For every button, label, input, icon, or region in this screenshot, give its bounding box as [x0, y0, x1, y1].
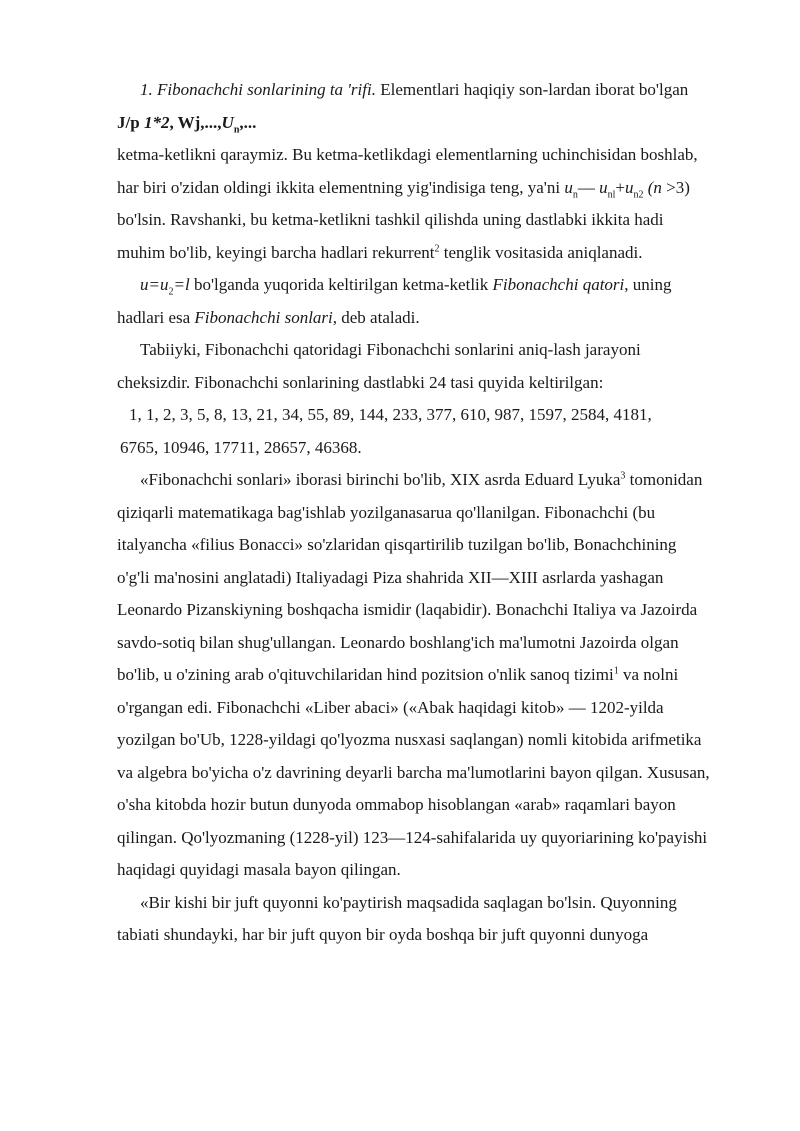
paragraph-text: Tabiiyki, Fibonachchi qatoridagi Fibonachchi sonlarini aniq-lash jarayoni cheksizdir. Fibonachchi sonlarining dastlabki 24 tasi quyida keltirilgan:	[117, 340, 641, 392]
math-var: u=u	[140, 275, 169, 294]
paragraph-rabbit-problem	[117, 887, 712, 952]
paragraph-text: Elementlari haqiqiy son-lardan iborat bo'lgan	[375, 80, 689, 99]
footnote-marker: 1	[613, 665, 619, 677]
paragraph-text: , uning hadlari esa	[117, 275, 672, 327]
formula-part: 1*2	[143, 112, 170, 132]
paragraph-text: tomonidan qiziqarli matematikaga bag'ishlab yozilganasarua qo'llanilgan. Fibonachchi (bu italyancha «filius Bonacci» so'zlaridan qisqartirilib tuzilgan bo'lib, Bonachchining o'g'li ma'nosini anglatadi) Italiyadagi Piza shahrida XII—XIII asrlarda yashagan Leonardo Pizanskiyning boshqacha ismidir (laqabidir). Bonachchi Italiya va Jazoirda savdo-sotiq bilan shug'ullangan. Leonardo boshlang'ich ma'lumotni Jazoirda olgan bo'lib, u o'zining arab o'qituvchilaridan hind pozitsion o'nlik sanoq tizimi	[117, 470, 703, 684]
math-var: u	[599, 177, 608, 197]
emphasis-term: Fibonachchi qatori	[492, 275, 625, 294]
fibonacci-sequence-line-1: 1, 1, 2, 3, 5, 8, 13, 21, 34, 55, 89, 144, 233, 377, 610, 987, 1597, 2584, 4181,	[129, 405, 652, 424]
paragraph-text: «Fibonachchi sonlari» iborasi birinchi bo'lib, XIX asrda Eduard Lyuka	[140, 470, 621, 489]
paragraph-text: , deb ataladi.	[332, 307, 420, 327]
paragraph-text: +	[615, 177, 625, 197]
formula-part: J/p	[117, 112, 144, 132]
formula-part: ,...	[239, 112, 257, 132]
paragraph-text: bo'lganda yuqorida keltirilgan ketma-ketlik	[189, 275, 493, 294]
paragraph-text: —	[577, 177, 600, 197]
paragraph-definition	[117, 74, 712, 107]
paragraph-text: tenglik vositasida aniqlanadi.	[439, 242, 643, 262]
math-subscript: nl	[607, 188, 616, 200]
paragraph-history	[117, 464, 712, 887]
formula-part: , Wj,...,	[169, 112, 222, 132]
math-subscript: n	[572, 188, 578, 200]
paragraph-text: ketma-ketlikni qaraymiz. Bu ketma-ketlikdagi elementlarning uchinchisidan boshlab, har biri o'zidan oldingi ikkita elementning yig'indisiga teng, ya'ni	[117, 145, 698, 197]
paragraph-naming	[117, 269, 712, 334]
footnote-marker: 3	[620, 470, 626, 482]
math-subscript: n2	[633, 188, 644, 200]
math-var: =l	[173, 275, 190, 294]
paragraph-infinite	[117, 334, 712, 399]
footnote-marker: 2	[434, 242, 440, 254]
paragraph-text: >3) bo'lsin. Ravshanki, bu ketma-ketlikni tashkil qilishda uning dastlabki ikkita hadi muhim bo'lib, keyingi barcha hadlari rekurrent	[117, 177, 690, 262]
paragraph-recurrence	[117, 139, 712, 269]
math-var: u	[564, 177, 573, 197]
math-var: (n	[643, 177, 667, 197]
paragraph-text: va nolni o'rgangan edi. Fibonachchi «Liber abaci» («Abak haqidagi kitob» — 1202-yilda yozilgan bo'Ub, 1228-yildagi qo'lyozma nusxasi saqlangan) nomli kitobida arifmetika va algebra bo'yicha o'z davrining deyarli barcha ma'lumotlarini bayon qilgan. Xususan, o'sha kitobda hozir butun dunyoda ommabop hisoblangan «arab» raqamlari bayon qilingan. Qo'lyozmaning (1228-yil) 123—124-sahifalarida uy quyoriarining ko'payishi haqidagi quyidagi masala bayon qilingan.	[117, 665, 710, 879]
formula-subscript: n	[233, 123, 240, 135]
sequence-formula	[117, 107, 712, 140]
formula-part: U	[221, 112, 234, 132]
fibonacci-sequence-line-2: 6765, 10946, 17711, 28657, 46368.	[120, 437, 362, 457]
math-var: u	[624, 177, 634, 197]
paragraph-text: «Bir kishi bir juft quyonni ko'paytirish maqsadida saqlagan bo'lsin. Quyonning tabiati shundayki, har bir juft quyon bir oyda boshqa bir juft quyonni dunyoga	[117, 892, 677, 944]
section-title: 1. Fibonachchi sonlarining ta 'rifi.	[140, 80, 376, 99]
math-subscript: 2	[168, 286, 174, 298]
emphasis-term: Fibonachchi sonlari	[194, 307, 333, 327]
